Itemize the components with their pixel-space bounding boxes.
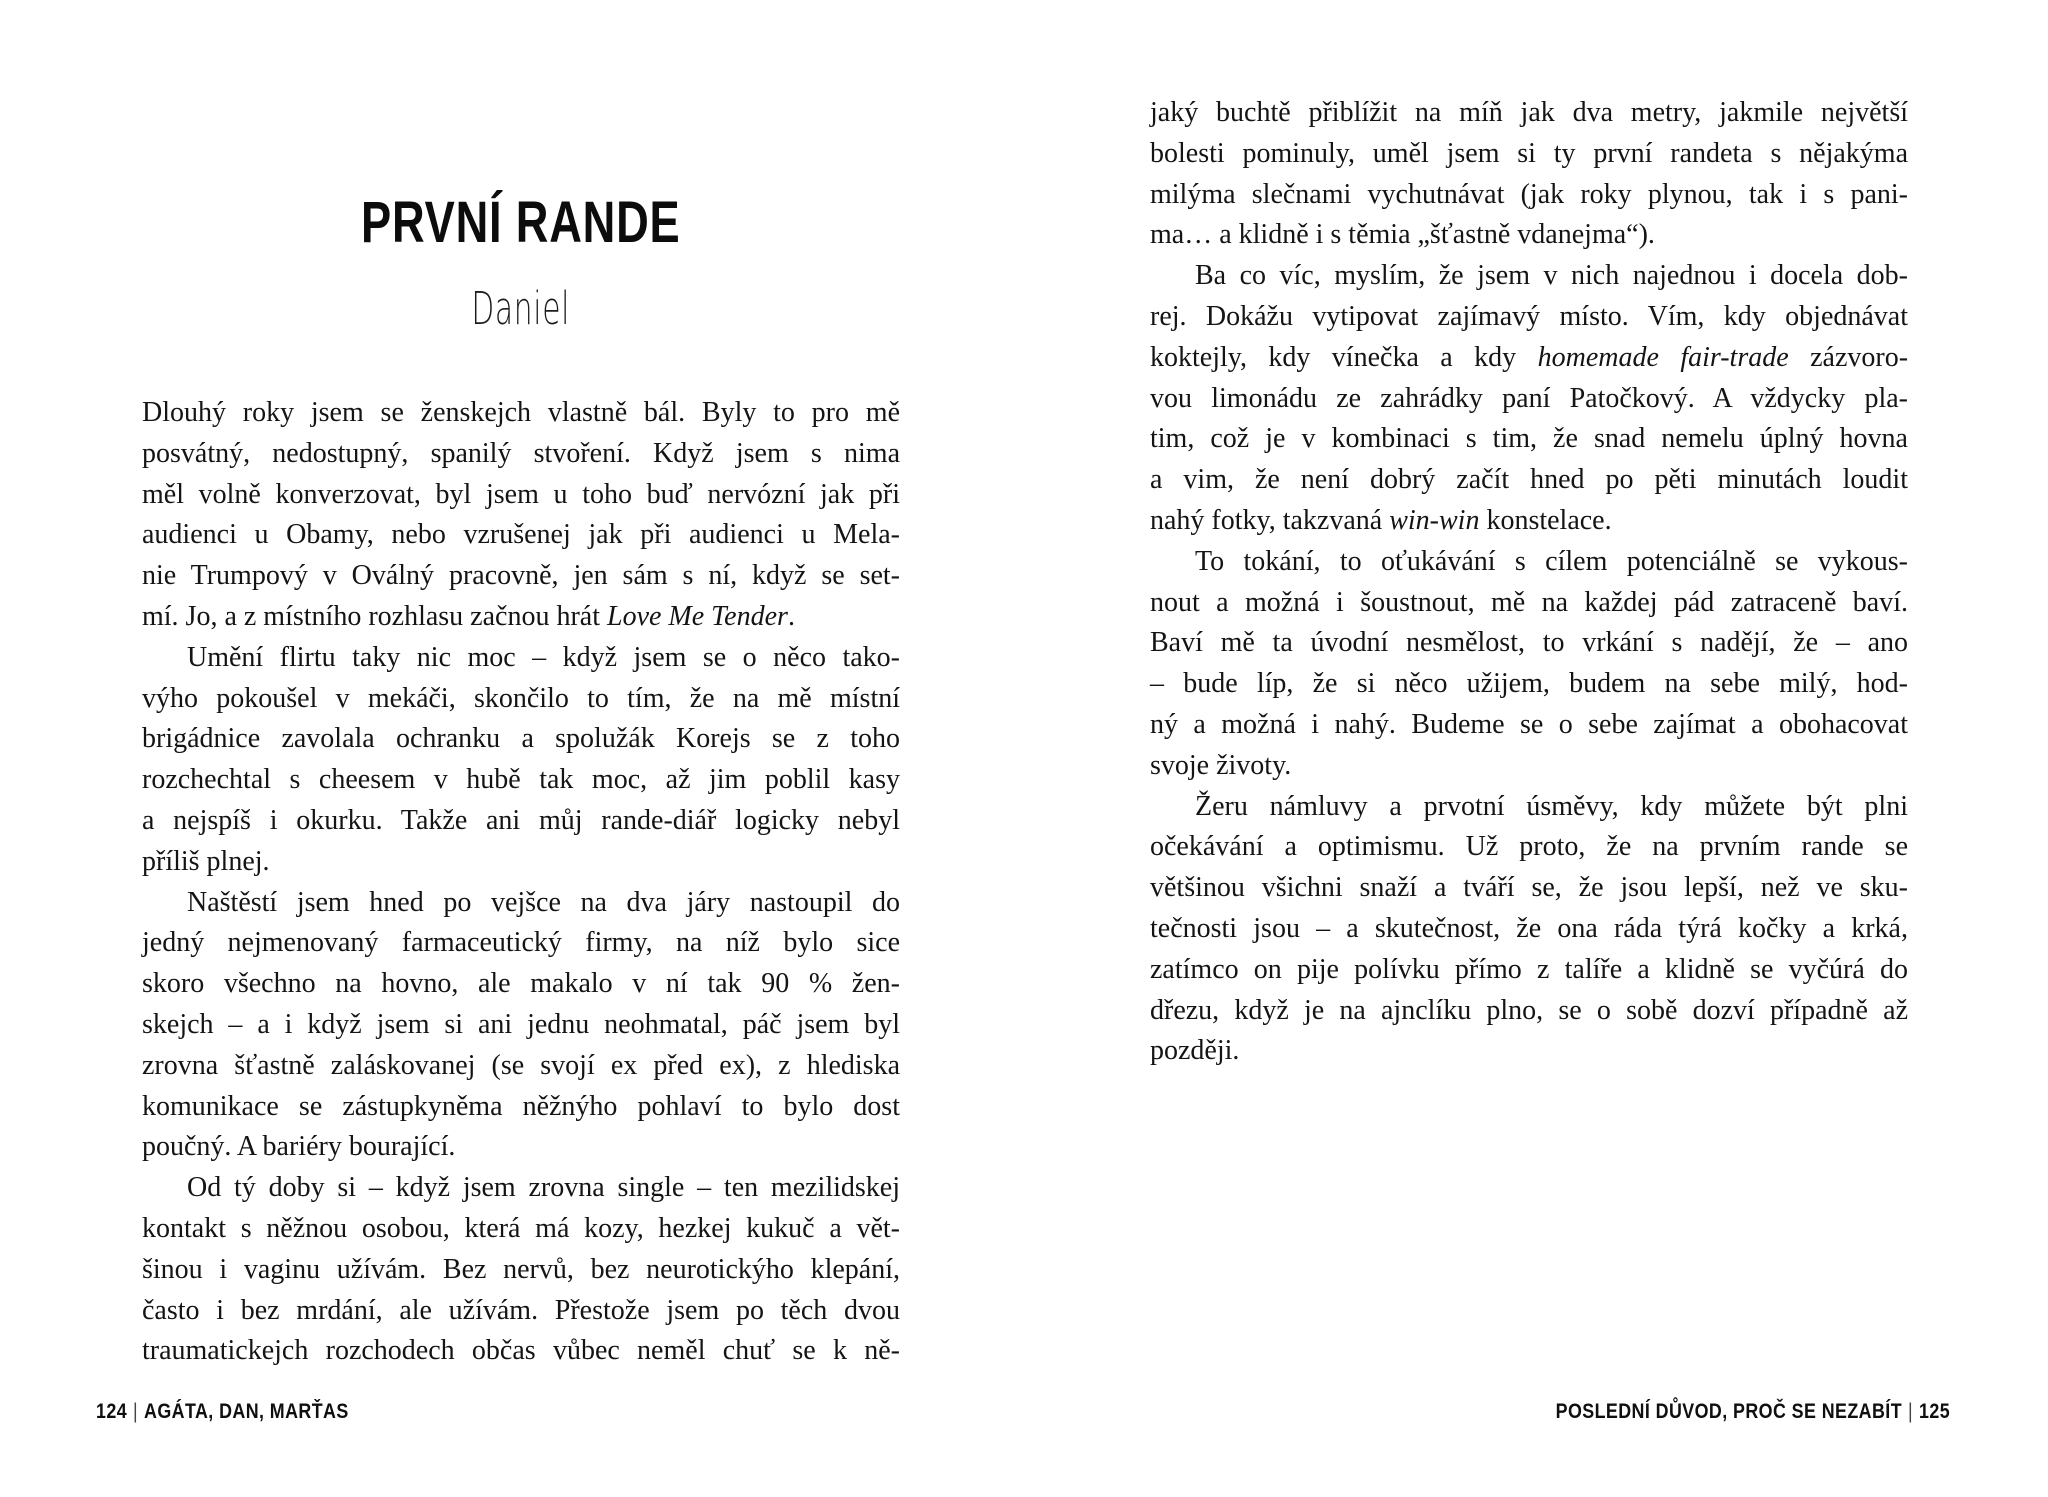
text-line xyxy=(1150,950,1908,991)
text-line xyxy=(142,1046,900,1087)
running-chapter-title: POSLEDNÍ DŮVOD, PROČ SE NEZABÍT xyxy=(1555,1400,1902,1423)
text-segment: tečnosti jsou – a skutečnost, že ona ráda týrá kočky a krká, xyxy=(1150,912,1908,944)
text-line xyxy=(1150,379,1908,420)
text-line xyxy=(142,719,900,760)
text-line xyxy=(1150,297,1908,338)
text-segment: nie Trumpový v Oválný pracovně, jen sám s ní, když se set- xyxy=(142,560,900,592)
text-line xyxy=(1150,215,1908,256)
text-line xyxy=(1150,705,1908,746)
text-segment: zázvoro- xyxy=(1788,341,1909,373)
text-segment: Dlouhý roky jsem se ženskejch vlastně bál. Byly to pro mě xyxy=(142,397,900,428)
text-line xyxy=(142,1291,900,1332)
chapter-author xyxy=(142,284,900,334)
italic-text-segment: win-win xyxy=(1389,504,1480,536)
text-segment: posvátný, nedostupný, spanilý stvoření. Když jsem s nima xyxy=(142,437,900,469)
text-line xyxy=(1150,542,1908,583)
text-line xyxy=(142,1331,900,1372)
text-segment: audienci u Obamy, nebo vzrušenej jak při audienci u Mela- xyxy=(142,519,900,551)
left-page-number: 124 xyxy=(96,1400,128,1423)
text-segment: brigádnice zavolala ochranku a spolužák Korejs se z toho xyxy=(142,723,900,755)
text-line xyxy=(1150,583,1908,624)
text-line xyxy=(1150,338,1908,379)
text-segment: mí. Jo, a z místního rozhlasu začnou hrát xyxy=(142,600,607,632)
author-name: Daniel xyxy=(471,282,571,335)
text-line xyxy=(1150,746,1908,787)
text-line xyxy=(142,883,900,924)
text-segment: tim, což je v kombinaci s tim, že snad nemelu úplný hovna xyxy=(1150,423,1908,455)
text-segment: traumatickejch rozchodech občas vůbec neměl chuť se k ně- xyxy=(142,1335,900,1367)
text-segment: ný a možná i nahý. Budeme se o sebe zajímat a obohacovat xyxy=(1150,708,1908,740)
text-segment: jaký buchtě přiblížit na míň jak dva metry, jakmile největší xyxy=(1150,97,1908,128)
text-segment: To tokání, to oťukávání s cílem potenciálně se vykous- xyxy=(1195,545,1908,577)
text-segment: měl volně konverzovat, byl jsem u toho buď nervózní jak při xyxy=(142,478,900,510)
text-line xyxy=(142,556,900,597)
text-line xyxy=(142,760,900,801)
text-segment: šinou i vaginu užívám. Bez nervů, bez neurotickýho klepání, xyxy=(142,1253,900,1285)
text-segment: milýma slečnami vychutnávat (jak roky plynou, tak i s pani- xyxy=(1150,178,1908,210)
text-line xyxy=(1150,868,1908,909)
text-line xyxy=(142,964,900,1005)
text-line xyxy=(1150,664,1908,705)
text-line xyxy=(1150,93,1908,134)
right-page-footer xyxy=(1150,1400,1950,1424)
text-segment: skoro všechno na hovno, ale makalo v ní tak 90 % žen- xyxy=(142,968,900,1000)
chapter-title: PRVNÍ RANDE xyxy=(361,190,681,255)
text-segment: svoje životy. xyxy=(1150,749,1292,781)
text-segment: rej. Dokážu vytipovat zajímavý místo. Vím, kdy objednávat xyxy=(1150,300,1908,332)
text-segment: Umění flirtu taky nic moc – když jsem se o něco tako- xyxy=(187,641,900,673)
text-segment: Od tý doby si – když jsem zrovna single – ten mezilidskej xyxy=(187,1172,900,1204)
text-segment: – bude líp, že si něco užijem, budem na sebe milý, hod- xyxy=(1150,668,1908,700)
text-segment: konstelace. xyxy=(1479,504,1612,536)
left-page-text-column xyxy=(142,393,900,1372)
text-line xyxy=(142,1127,900,1168)
text-line xyxy=(142,1005,900,1046)
text-segment: zatímco on pije polívku přímo z talíře a klidně se vyčúrá do xyxy=(1150,953,1908,985)
text-segment: nahý fotky, takzvaná xyxy=(1150,504,1390,536)
text-segment: Naštěstí jsem hned po vejšce na dva járy nastoupil do xyxy=(187,886,900,918)
text-line xyxy=(1150,501,1908,542)
italic-text-segment: Love Me Tender xyxy=(607,600,788,632)
text-segment: očekávání a optimismu. Už proto, že na prvním rande se xyxy=(1150,831,1908,863)
text-line xyxy=(1150,134,1908,175)
text-segment: rozchechtal s cheesem v hubě tak moc, až jim poblil kasy xyxy=(142,764,900,796)
book-title: AGÁTA, DAN, MARŤAS xyxy=(144,1400,349,1423)
text-line xyxy=(142,842,900,883)
text-line xyxy=(142,1209,900,1250)
text-line xyxy=(142,1168,900,1209)
text-line xyxy=(142,923,900,964)
text-segment: komunikace se zástupkyněma něžnýho pohlaví to bylo dost xyxy=(142,1090,900,1122)
text-segment: koktejly, kdy vínečka a kdy xyxy=(1150,341,1538,373)
text-segment: ma… a klidně i s těmia „šťastně vdanejma“). xyxy=(1150,219,1655,251)
text-line xyxy=(1150,827,1908,868)
text-line xyxy=(1150,623,1908,664)
text-line xyxy=(142,638,900,679)
text-segment: Ba co víc, myslím, že jsem v nich najednou i docela dob- xyxy=(1195,260,1908,292)
text-segment: většinou všichni snaží a tváří se, že jsou lepší, než ve sku- xyxy=(1150,872,1908,904)
text-segment: bolesti pominuly, uměl jsem si ty první randeta s nějakýma xyxy=(1150,137,1908,169)
text-segment: poučný. A bariéry bourající. xyxy=(142,1131,456,1163)
chapter-heading xyxy=(142,190,900,255)
text-segment: výho pokoušel v mekáči, skončilo to tím, že na mě místní xyxy=(142,682,900,714)
right-page-number: 125 xyxy=(1918,1400,1950,1423)
text-line xyxy=(1150,419,1908,460)
left-footer-text xyxy=(96,1400,349,1424)
text-segment: příliš plnej. xyxy=(142,845,270,877)
text-line xyxy=(142,1250,900,1291)
text-line xyxy=(1150,460,1908,501)
text-segment: zrovna šťastně zaláskovanej (se svojí ex před ex), z hlediska xyxy=(142,1049,900,1081)
text-segment: kontakt s něžnou osobou, která má kozy, hezkej kukuč a vět- xyxy=(142,1212,900,1244)
text-line xyxy=(142,1087,900,1128)
text-line xyxy=(142,393,900,434)
text-line xyxy=(142,801,900,842)
footer-divider: | xyxy=(1907,1400,1913,1423)
text-segment: a nejspíš i okurku. Takže ani můj rande-diář logicky nebyl xyxy=(142,804,900,836)
text-segment: skejch – a i když jsem si ani jednu neohmatal, páč jsem byl xyxy=(142,1008,900,1040)
right-footer-text xyxy=(1556,1400,1950,1424)
text-line xyxy=(1150,909,1908,950)
text-segment: později. xyxy=(1150,1035,1240,1067)
italic-text-segment: homemade fair-trade xyxy=(1537,341,1789,373)
text-segment: dřezu, když je na ajnclíku plno, se o sobě dozví případně až xyxy=(1150,994,1908,1026)
text-segment: často i bez mrdání, ale užívám. Přestože jsem po těch dvou xyxy=(142,1294,900,1326)
text-line xyxy=(142,475,900,516)
text-segment: Žeru námluvy a prvotní úsměvy, kdy můžete být plni xyxy=(1195,790,1908,822)
text-line xyxy=(142,515,900,556)
text-line xyxy=(1150,787,1908,828)
text-line xyxy=(1150,1031,1908,1072)
text-segment: jedný nejmenovaný farmaceutický firmy, na níž bylo sice xyxy=(142,927,900,959)
text-line xyxy=(1150,991,1908,1032)
text-line xyxy=(142,434,900,475)
footer-divider: | xyxy=(133,1400,139,1423)
right-page-text-column xyxy=(1150,93,1908,1072)
left-page-footer xyxy=(96,1400,393,1424)
text-line xyxy=(142,597,900,638)
text-line xyxy=(1150,256,1908,297)
text-line xyxy=(1150,175,1908,216)
text-segment: a vim, že není dobrý začít hned po pěti minutách loudit xyxy=(1150,464,1908,496)
text-line xyxy=(142,679,900,720)
text-segment: vou limonádu ze zahrádky paní Patočkový. A vždycky pla- xyxy=(1150,382,1908,414)
text-segment: Baví mě ta úvodní nesmělost, to vrkání s nadějí, že – ano xyxy=(1150,627,1908,659)
text-segment: . xyxy=(787,600,795,632)
text-segment: nout a možná i šoustnout, mě na každej pád zatraceně baví. xyxy=(1150,586,1908,618)
